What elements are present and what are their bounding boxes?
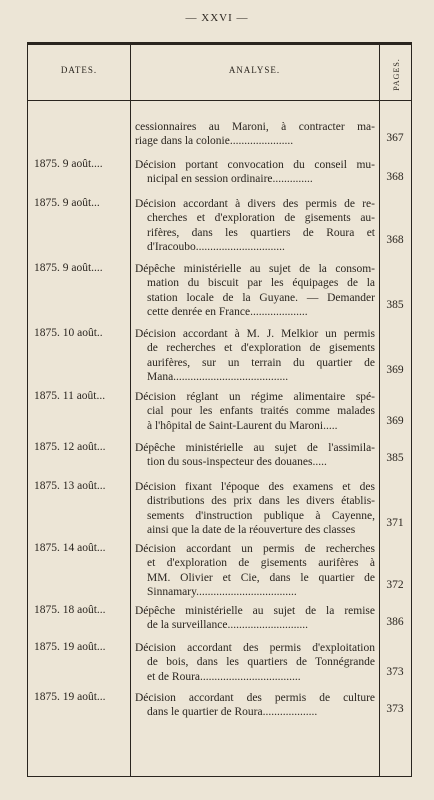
entry-analysis-line: Décision accordant un permis de recherches [135,543,375,555]
entry-analysis [135,390,375,433]
entry-analysis [135,197,375,255]
entry-page-number: 385 [386,299,404,311]
entry-date: 1875. 19 août... [34,641,106,653]
entry-date: 1875. 9 août.... [34,158,103,170]
column-header-analyse: ANALYSE. [228,65,281,75]
entry-date: 1875. 9 août... [34,197,100,209]
entry-analysis-line: cherches et d'exploration de gisements au- [147,212,375,225]
entry-analysis-line: aurifères, sur un terrain du quartier de [147,356,375,369]
entry-analysis-line: et d'exploration de gisements aurifères à [147,557,375,570]
entry-page-number: 373 [386,666,404,678]
entry-date: 1875. 18 août... [34,604,106,616]
entry-date: 1875. 14 août... [34,542,106,554]
entry-analysis-line: d'Iracoubo............................... [147,241,285,254]
entry-date: 1875. 13 août... [34,480,106,492]
entry-analysis [135,691,375,720]
entry-page-number: 373 [386,703,404,715]
entry-analysis-line: ainsi que la date de la réouverture des classes [147,524,356,537]
table-frame [27,42,412,777]
entry-analysis-line: Décision réglant un régime alimentaire spé- [135,391,375,403]
page-number: — XXVI — [185,12,249,24]
entry-page-number: 367 [386,132,404,144]
entry-date: 1875. 12 août... [34,441,106,453]
entry-analysis [135,262,375,320]
entry-analysis-line: Décision accordant des permis d'exploitation [135,642,375,654]
entry-analysis-line: de bois, dans les quartiers de Tonnégrande [147,656,375,669]
entry-analysis-line: et de Roura................................... [147,670,301,683]
entry-analysis [135,120,375,149]
entry-analysis-line: Dépêche ministérielle au sujet de l'assimila- [135,442,375,454]
entry-analysis-line: riage dans la colonie...................... [135,135,294,148]
entry-date: 1875. 11 août... [34,390,106,402]
entry-date: 1875. 19 août... [34,691,106,703]
entry-analysis-line: cessionnaires au Maroni, à contracter ma- [135,121,375,133]
entry-analysis-line: mation du biscuit par les équipages de la [147,277,375,290]
entry-page-number: 385 [386,452,404,464]
entry-analysis-line: sements d'instruction publique à Cayenne, [147,509,375,522]
entry-analysis-line: Dépêche ministérielle au sujet de la consom- [135,263,375,275]
entry-analysis-line: cette denrée en France.................... [147,306,308,319]
entry-analysis-line: Décision accordant des permis de culture [135,692,375,704]
column-header-pages: PAGES. [391,57,401,91]
entry-date: 1875. 9 août.... [34,262,103,274]
entry-analysis-line: à l'hôpital de Saint-Laurent du Maroni..... [147,419,338,432]
entry-page-number: 368 [386,234,404,246]
entry-page-number: 386 [386,616,404,628]
header-rule [28,100,411,101]
entry-analysis-line: nicipal en session ordinaire.............. [147,173,313,186]
column-header-dates: DATES. [60,65,98,75]
entry-analysis-line: Décision portant convocation du conseil mu- [135,159,375,171]
entry-analysis-line: cial pour les enfants traités comme malades [147,405,375,418]
entry-analysis-line: tion du sous-inspecteur des douanes..... [147,456,327,469]
entry-analysis [135,158,375,187]
entry-page-number: 369 [386,415,404,427]
entry-analysis-line: de recherches et d'exploration de gisements [147,342,375,355]
entry-analysis-line: Mana........................................ [147,371,289,384]
entry-analysis [135,441,375,470]
entry-page-number: 372 [386,579,404,591]
entry-analysis-line: Dépêche ministérielle au sujet de la remise [135,605,375,617]
entry-analysis-line: distributions des prix dans les divers établis- [147,495,375,508]
column-divider-dates [130,45,131,776]
entry-page-number: 368 [386,171,404,183]
entry-page-number: 369 [386,364,404,376]
entry-analysis [135,327,375,385]
entry-date: 1875. 10 août.. [34,327,103,339]
entry-analysis-line: Sinnamary................................... [147,586,297,599]
entry-analysis-line: Décision accordant à M. J. Melkior un permis [135,328,375,340]
entry-analysis-line: Décision accordant à divers des permis de re- [135,198,375,210]
entry-page-number: 371 [386,517,404,529]
entry-analysis-line: dans le quartier de Roura................... [147,706,318,719]
entry-analysis-line: rifères, dans les quartiers de Roura et [147,226,375,239]
entry-analysis [135,542,375,600]
entry-analysis [135,641,375,684]
entry-analysis-line: station locale de la Guyane. — Demander [147,291,375,304]
entry-analysis-line: MM. Olivier et Cie, dans le quartier de [147,571,375,584]
entry-analysis-line: Décision fixant l'époque des examens et des [135,481,375,493]
entry-analysis [135,480,375,538]
entry-analysis [135,604,375,633]
entry-analysis-line: de la surveillance............................ [147,619,308,632]
